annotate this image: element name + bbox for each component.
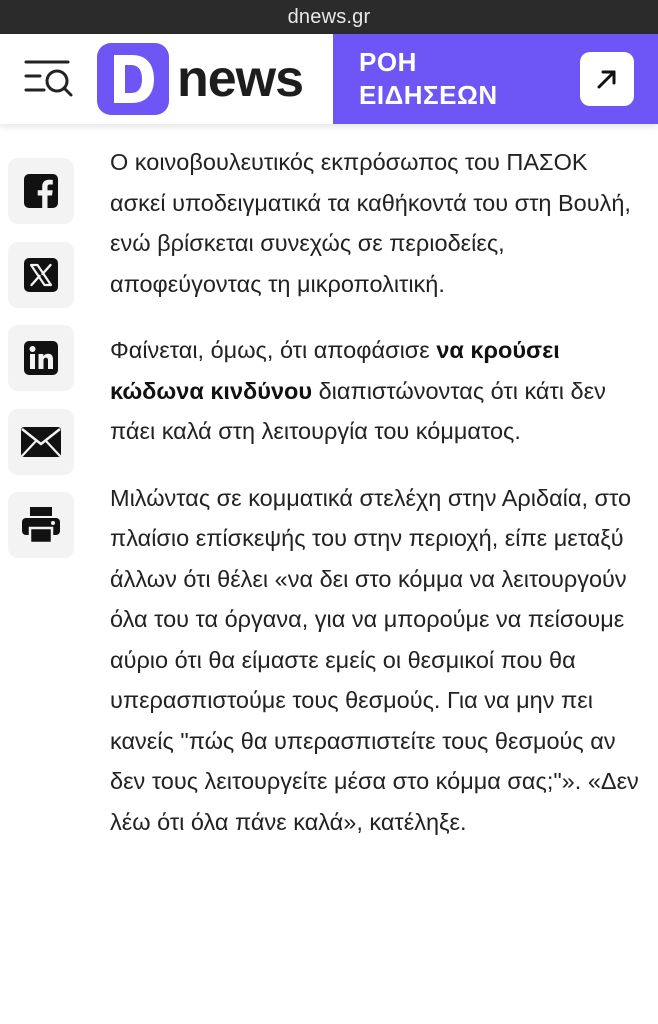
- share-linkedin-button[interactable]: [8, 325, 74, 391]
- logo-text: news: [177, 50, 304, 108]
- site-logo[interactable]: [97, 44, 303, 114]
- article-paragraph-3: Μιλώντας σε κομματικά στελέχη στην Αριδαία, στο πλαίσιο επίσκεψής του στην περιοχή, είπε μεταξύ άλλων ότι θέλει «να δει στο κόμμα να λειτουργούν όλα του τα όργανα, για να μπορούμε να πείσουμε αύριο ότι θα είμαστε εμείς οι θεσμικοί που θα υπερασπιστούμε τους θεσμούς. Για να μην πει κανείς "πώς θα υπερασπιστείτε τους θεσμούς αν δεν τους λειτουργείτε μέσα στο κόμμα σας;"». «Δεν λέω ότι όλα πάνε καλά», κατέληξε.: [110, 484, 639, 835]
- email-icon: [20, 426, 62, 458]
- article-paragraph-1: Ο κοινοβουλευτικός εκπρόσωπος του ΠΑΣΟΚ ασκεί υποδειγματικά τα καθήκοντά του στη Βουλή, ενώ βρίσκεται συνεχώς σε περιοδείες, αποφεύγοντας τη μικροπολιτική.: [110, 149, 631, 297]
- browser-url-bar[interactable]: [0, 0, 658, 34]
- share-facebook-button[interactable]: [8, 158, 74, 224]
- p2-text-end: διαπιστώνοντας ότι κάτι δεν πάει καλά στη λειτουργία του κόμματος.: [110, 377, 606, 444]
- article-paragraph-2: [110, 330, 640, 452]
- live-feed-label: ΡΟΗ ΕΙΔΗΣΕΩΝ: [359, 47, 498, 110]
- article-body: [110, 142, 640, 868]
- share-email-button[interactable]: [8, 409, 74, 475]
- share-sidebar: [8, 158, 74, 576]
- x-twitter-icon: [23, 257, 59, 293]
- logo-mark: [97, 43, 169, 115]
- facebook-icon: [23, 173, 59, 209]
- share-x-button[interactable]: [8, 242, 74, 308]
- p2-bold-phrase: να κρούσει κώδωνα κινδύνου: [110, 337, 560, 404]
- menu-search-icon[interactable]: [22, 56, 74, 100]
- url-text: dnews.gr: [287, 5, 371, 28]
- site-header: [0, 34, 658, 124]
- live-feed-banner[interactable]: [333, 34, 658, 124]
- linkedin-icon: [23, 340, 59, 376]
- logo-letter-d: [110, 53, 156, 105]
- p2-text-start: Φαίνεται, όμως, ότι αποφάσισε: [110, 337, 437, 363]
- live-feed-button[interactable]: [580, 52, 634, 106]
- print-button[interactable]: [8, 492, 74, 558]
- arrow-up-right-icon: [593, 65, 621, 93]
- print-icon: [21, 506, 61, 544]
